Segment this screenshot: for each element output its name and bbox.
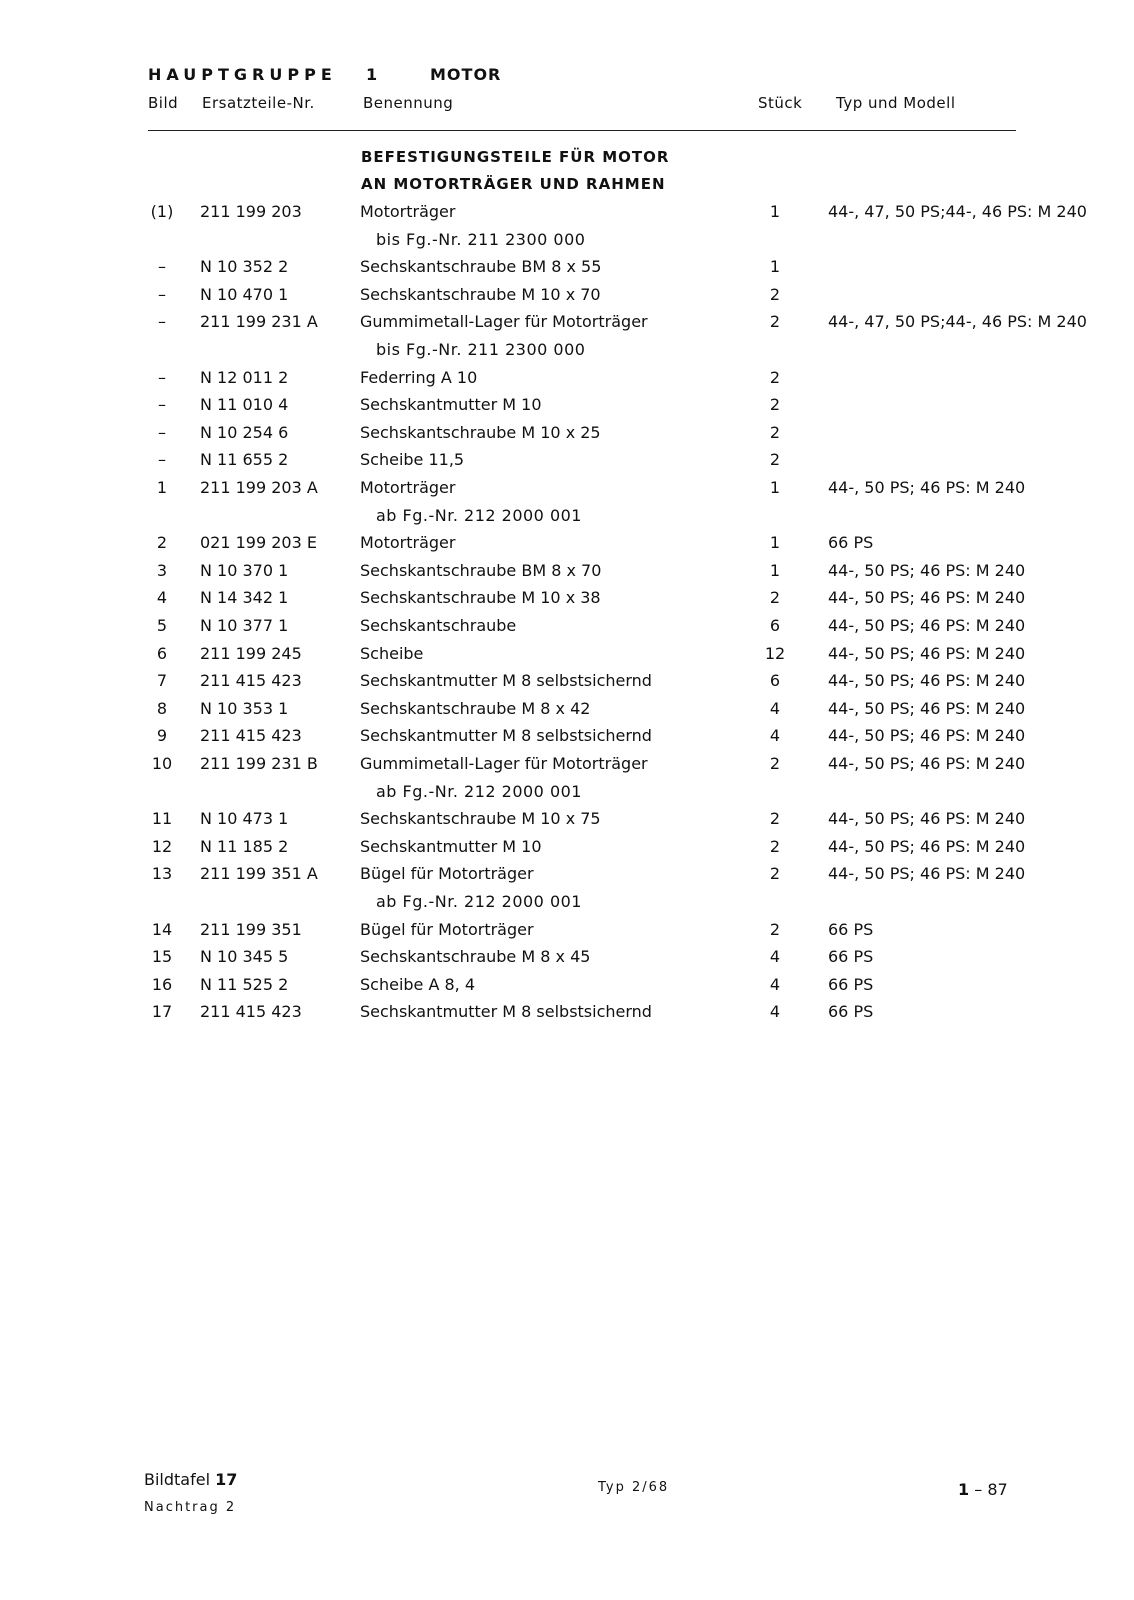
cell-typ: 66 PS bbox=[828, 533, 874, 552]
table-row bbox=[0, 975, 1134, 1002]
cell-part-number: 021 199 203 E bbox=[200, 533, 317, 552]
cell-stueck: 4 bbox=[769, 726, 781, 745]
cell-part-number: N 10 345 5 bbox=[200, 947, 289, 966]
cell-part-number: 211 199 351 bbox=[200, 920, 302, 939]
cell-part-number: N 10 473 1 bbox=[200, 809, 289, 828]
cell-typ: 44-, 50 PS; 46 PS: M 240 bbox=[828, 726, 1026, 745]
table-row bbox=[0, 368, 1134, 395]
cell-bild: 3 bbox=[156, 561, 168, 580]
table-row bbox=[0, 478, 1134, 505]
cell-stueck: 4 bbox=[769, 975, 781, 994]
cell-bild: 9 bbox=[156, 726, 168, 745]
cell-part-number: 211 415 423 bbox=[200, 726, 302, 745]
cell-part-number: N 10 352 2 bbox=[200, 257, 289, 276]
table-row bbox=[0, 533, 1134, 560]
table-row bbox=[0, 920, 1134, 947]
cell-bild: 7 bbox=[156, 671, 168, 690]
table-row bbox=[0, 312, 1134, 339]
cell-part-number: N 10 377 1 bbox=[200, 616, 289, 635]
cell-stueck: 2 bbox=[769, 754, 781, 773]
serial-range-note: ab Fg.-Nr. 212 2000 001 bbox=[376, 782, 582, 801]
cell-part-number: N 11 010 4 bbox=[200, 395, 289, 414]
cell-stueck: 6 bbox=[769, 671, 781, 690]
cell-bild: 17 bbox=[151, 1002, 173, 1021]
cell-stueck: 2 bbox=[769, 312, 781, 331]
table-row bbox=[0, 726, 1134, 753]
cell-benennung: Scheibe 11,5 bbox=[360, 450, 465, 469]
cell-benennung: Sechskantschraube BM 8 x 55 bbox=[360, 257, 602, 276]
table-row bbox=[0, 588, 1134, 615]
section-title-line2: AN MOTORTRÄGER UND RAHMEN bbox=[361, 175, 666, 193]
table-row bbox=[0, 395, 1134, 422]
cell-bild: – bbox=[158, 450, 166, 469]
cell-benennung: Sechskantmutter M 10 bbox=[360, 395, 542, 414]
column-header-stueck: Stück bbox=[758, 94, 803, 112]
cell-part-number: N 14 342 1 bbox=[200, 588, 289, 607]
cell-typ: 44-, 50 PS; 46 PS: M 240 bbox=[828, 671, 1026, 690]
cell-benennung: Bügel für Motorträger bbox=[360, 864, 534, 883]
cell-benennung: Sechskantschraube M 10 x 70 bbox=[360, 285, 601, 304]
cell-bild: 1 bbox=[156, 478, 168, 497]
table-row bbox=[0, 202, 1134, 229]
cell-part-number: 211 199 231 B bbox=[200, 754, 318, 773]
table-row bbox=[0, 616, 1134, 643]
cell-benennung: Sechskantmutter M 8 selbstsichernd bbox=[360, 1002, 652, 1021]
cell-typ: 44-, 50 PS; 46 PS: M 240 bbox=[828, 754, 1026, 773]
cell-typ: 66 PS bbox=[828, 1002, 874, 1021]
page-group: 1 bbox=[958, 1480, 970, 1499]
cell-bild: 6 bbox=[156, 644, 168, 663]
cell-typ: 44-, 50 PS; 46 PS: M 240 bbox=[828, 699, 1026, 718]
cell-typ: 44-, 50 PS; 46 PS: M 240 bbox=[828, 616, 1026, 635]
table-row bbox=[0, 450, 1134, 477]
cell-part-number: N 10 353 1 bbox=[200, 699, 289, 718]
serial-range-note: ab Fg.-Nr. 212 2000 001 bbox=[376, 892, 582, 911]
cell-benennung: Sechskantschraube M 8 x 42 bbox=[360, 699, 591, 718]
bildtafel-number: 17 bbox=[215, 1470, 238, 1489]
cell-part-number: N 12 011 2 bbox=[200, 368, 289, 387]
cell-bild: 5 bbox=[156, 616, 168, 635]
cell-benennung: Sechskantschraube M 10 x 38 bbox=[360, 588, 601, 607]
table-row bbox=[0, 947, 1134, 974]
cell-stueck: 4 bbox=[769, 1002, 781, 1021]
cell-stueck: 2 bbox=[769, 423, 781, 442]
cell-benennung: Motorträger bbox=[360, 478, 456, 497]
cell-bild: 15 bbox=[151, 947, 173, 966]
cell-part-number: 211 199 245 bbox=[200, 644, 302, 663]
cell-typ: 66 PS bbox=[828, 947, 874, 966]
header-rule bbox=[148, 130, 1016, 131]
cell-part-number: N 10 370 1 bbox=[200, 561, 289, 580]
cell-typ: 44-, 50 PS; 46 PS: M 240 bbox=[828, 864, 1026, 883]
cell-part-number: 211 199 203 A bbox=[200, 478, 318, 497]
page-num: – 87 bbox=[974, 1480, 1008, 1499]
hauptgruppe-number: 1 bbox=[366, 65, 378, 84]
cell-part-number: 211 199 203 bbox=[200, 202, 302, 221]
cell-part-number: N 11 185 2 bbox=[200, 837, 289, 856]
cell-part-number: 211 199 231 A bbox=[200, 312, 318, 331]
cell-bild: 13 bbox=[151, 864, 173, 883]
cell-bild: (1) bbox=[150, 202, 174, 221]
cell-typ: 66 PS bbox=[828, 975, 874, 994]
cell-typ: 44-, 50 PS; 46 PS: M 240 bbox=[828, 478, 1026, 497]
cell-benennung: Sechskantschraube bbox=[360, 616, 517, 635]
cell-benennung: Bügel für Motorträger bbox=[360, 920, 534, 939]
cell-stueck: 2 bbox=[769, 837, 781, 856]
cell-stueck: 2 bbox=[769, 395, 781, 414]
column-header-typ: Typ und Modell bbox=[836, 94, 956, 112]
cell-typ: 44-, 50 PS; 46 PS: M 240 bbox=[828, 809, 1026, 828]
cell-benennung: Sechskantschraube BM 8 x 70 bbox=[360, 561, 602, 580]
footer-bildtafel bbox=[144, 1470, 237, 1489]
cell-stueck: 2 bbox=[769, 450, 781, 469]
cell-bild: 12 bbox=[151, 837, 173, 856]
cell-stueck: 4 bbox=[769, 699, 781, 718]
cell-part-number: 211 415 423 bbox=[200, 671, 302, 690]
cell-benennung: Sechskantschraube M 8 x 45 bbox=[360, 947, 591, 966]
cell-typ: 44-, 50 PS; 46 PS: M 240 bbox=[828, 588, 1026, 607]
serial-range-note: bis Fg.-Nr. 211 2300 000 bbox=[376, 340, 586, 359]
table-row bbox=[0, 257, 1134, 284]
hauptgruppe-title: MOTOR bbox=[430, 65, 502, 84]
table-row bbox=[0, 285, 1134, 312]
cell-benennung: Federring A 10 bbox=[360, 368, 478, 387]
section-title-line1: BEFESTIGUNGSTEILE FÜR MOTOR bbox=[361, 148, 670, 166]
table-row bbox=[0, 754, 1134, 781]
footer-typ: Typ 2/68 bbox=[598, 1480, 670, 1495]
cell-stueck: 4 bbox=[769, 947, 781, 966]
cell-stueck: 2 bbox=[769, 368, 781, 387]
hauptgruppe-label: HAUPTGRUPPE bbox=[148, 65, 337, 84]
cell-part-number: 211 415 423 bbox=[200, 1002, 302, 1021]
serial-range-note: ab Fg.-Nr. 212 2000 001 bbox=[376, 506, 582, 525]
cell-part-number: N 10 470 1 bbox=[200, 285, 289, 304]
cell-benennung: Motorträger bbox=[360, 533, 456, 552]
cell-stueck: 1 bbox=[769, 478, 781, 497]
table-row bbox=[0, 699, 1134, 726]
cell-benennung: Scheibe A 8, 4 bbox=[360, 975, 476, 994]
cell-stueck: 1 bbox=[769, 533, 781, 552]
cell-benennung: Scheibe bbox=[360, 644, 424, 663]
table-row bbox=[0, 671, 1134, 698]
cell-stueck: 2 bbox=[769, 285, 781, 304]
serial-range-note: bis Fg.-Nr. 211 2300 000 bbox=[376, 230, 586, 249]
column-header-benennung: Benennung bbox=[363, 94, 454, 112]
table-row bbox=[0, 561, 1134, 588]
column-header-ersatzteil: Ersatzteile-Nr. bbox=[202, 94, 315, 112]
cell-typ: 44-, 50 PS; 46 PS: M 240 bbox=[828, 837, 1026, 856]
table-row bbox=[0, 644, 1134, 671]
cell-bild: 2 bbox=[156, 533, 168, 552]
table-row bbox=[0, 423, 1134, 450]
cell-benennung: Sechskantschraube M 10 x 75 bbox=[360, 809, 601, 828]
cell-benennung: Sechskantmutter M 8 selbstsichernd bbox=[360, 671, 652, 690]
cell-part-number: N 11 525 2 bbox=[200, 975, 289, 994]
cell-bild: 11 bbox=[151, 809, 173, 828]
footer-nachtrag: Nachtrag 2 bbox=[144, 1500, 237, 1515]
cell-bild: 14 bbox=[151, 920, 173, 939]
cell-stueck: 12 bbox=[764, 644, 786, 663]
bildtafel-label: Bildtafel bbox=[144, 1470, 211, 1489]
cell-benennung: Sechskantmutter M 10 bbox=[360, 837, 542, 856]
table-row bbox=[0, 864, 1134, 891]
cell-typ: 44-, 47, 50 PS;44-, 46 PS: M 240 bbox=[828, 312, 1087, 331]
cell-part-number: 211 199 351 A bbox=[200, 864, 318, 883]
cell-stueck: 2 bbox=[769, 864, 781, 883]
cell-stueck: 6 bbox=[769, 616, 781, 635]
cell-benennung: Motorträger bbox=[360, 202, 456, 221]
cell-stueck: 2 bbox=[769, 588, 781, 607]
cell-stueck: 1 bbox=[769, 257, 781, 276]
cell-typ: 44-, 50 PS; 46 PS: M 240 bbox=[828, 644, 1026, 663]
cell-bild: 8 bbox=[156, 699, 168, 718]
cell-benennung: Gummimetall-Lager für Motorträger bbox=[360, 754, 648, 773]
cell-typ: 44-, 47, 50 PS;44-, 46 PS: M 240 bbox=[828, 202, 1087, 221]
cell-part-number: N 10 254 6 bbox=[200, 423, 289, 442]
table-row bbox=[0, 809, 1134, 836]
cell-bild: – bbox=[158, 368, 166, 387]
footer-page-number bbox=[958, 1480, 1008, 1499]
cell-part-number: N 11 655 2 bbox=[200, 450, 289, 469]
table-row bbox=[0, 837, 1134, 864]
cell-stueck: 2 bbox=[769, 920, 781, 939]
cell-stueck: 1 bbox=[769, 561, 781, 580]
cell-bild: – bbox=[158, 395, 166, 414]
cell-bild: – bbox=[158, 423, 166, 442]
table-row bbox=[0, 1002, 1134, 1029]
cell-benennung: Sechskantschraube M 10 x 25 bbox=[360, 423, 601, 442]
cell-bild: – bbox=[158, 285, 166, 304]
cell-stueck: 2 bbox=[769, 809, 781, 828]
cell-stueck: 1 bbox=[769, 202, 781, 221]
cell-benennung: Gummimetall-Lager für Motorträger bbox=[360, 312, 648, 331]
cell-typ: 66 PS bbox=[828, 920, 874, 939]
cell-typ: 44-, 50 PS; 46 PS: M 240 bbox=[828, 561, 1026, 580]
cell-bild: 10 bbox=[151, 754, 173, 773]
cell-bild: – bbox=[158, 312, 166, 331]
column-header-bild: Bild bbox=[148, 94, 179, 112]
cell-bild: 4 bbox=[156, 588, 168, 607]
cell-bild: – bbox=[158, 257, 166, 276]
cell-benennung: Sechskantmutter M 8 selbstsichernd bbox=[360, 726, 652, 745]
cell-bild: 16 bbox=[151, 975, 173, 994]
